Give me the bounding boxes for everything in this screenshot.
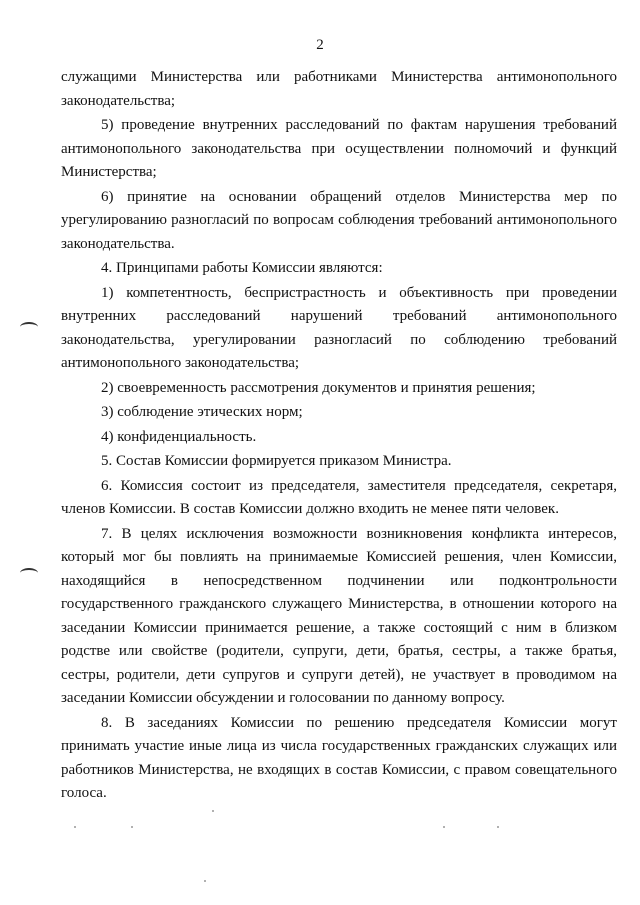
scan-speck [443,826,445,828]
document-body [61,66,617,806]
punch-hole-mark [20,568,38,578]
paragraph-continuation: служащими Министерства или работниками Министерства антимонопольного законодательства; [61,69,617,109]
paragraph-principle-3: 3) соблюдение этических норм; [101,404,303,420]
paragraph-section-5: 5. Состав Комиссии формируется приказом Министра. [101,453,452,469]
paragraph-principle-2: 2) своевременность рассмотрения документов и принятия решения; [101,379,536,396]
scan-speck [212,810,214,812]
scan-speck [204,880,206,882]
paragraph-section-4: 4. Принципами работы Комиссии являются: [101,260,383,276]
scan-speck [74,826,76,828]
scan-speck [131,826,133,828]
paragraph-principle-4: 4) конфиденциальность. [101,428,257,445]
punch-hole-mark [20,322,38,332]
scan-speck [497,826,499,828]
paragraph-principle-1: 1) компетентность, беспристрастность и объективность при проведении внутренних расследований нарушений требований антимонопольного законодательства, урегулировании разногласий по соблюдению требований антимонопольного законодательства; [61,284,617,371]
paragraph-item-6: 6) принятие на основании обращений отделов Министерства мер по урегулированию разногласий по вопросам соблюдения требований антимонопольного законодательства. [61,188,617,252]
paragraph-section-6: 6. Комиссия состоит из председателя, заместителя председателя, секретаря, членов Комиссии. В состав Комиссии должно входить не менее пяти человек. [61,477,617,517]
paragraph-item-5: 5) проведение внутренних расследований по фактам нарушения требований антимонопольного законодательства при осуществлении полномочий и функций Министерства; [61,117,617,180]
paragraph-section-7: 7. В целях исключения возможности возникновения конфликта интересов, который мог бы повлиять на принимаемые Комиссией решения, член Комиссии, находящийся в непосредственном подчинении или подконтрольности государственного гражданского служащего Министерства, в отношении которого на заседании Комиссии принимается решение, а также состоящий с ним в близком родстве или свойстве (родители, супруги, дети, братья, сестры, а также братья, сестры, родители, дети супругов и супруги детей), не участвует в проводимом на заседании Комиссии обсуждении и голосовании по данному вопросу. [61,525,617,706]
page-number: 2 [316,37,324,53]
paragraph-section-8: 8. В заседаниях Комиссии по решению председателя Комиссии могут принимать участие иные лица из числа государственных гражданских служащих или работников Министерства, не входящих в состав Комиссии, с правом совещательного голоса. [61,714,617,801]
